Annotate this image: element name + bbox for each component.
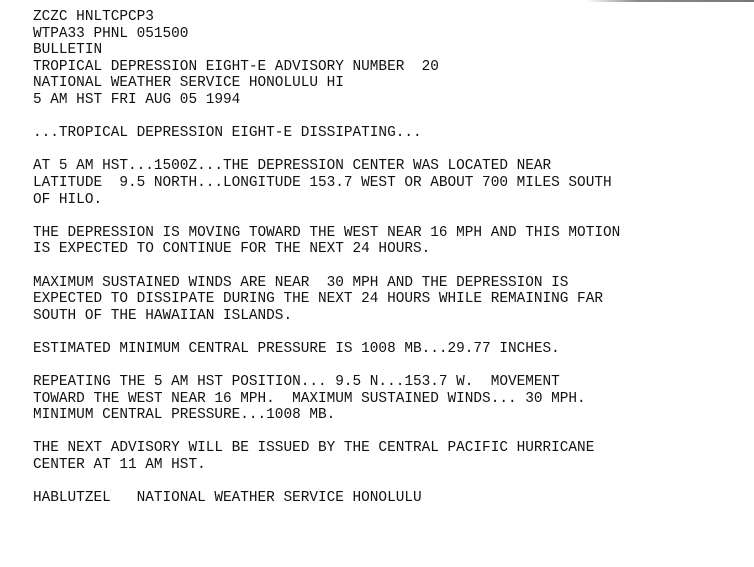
header-line-product-id: WTPA33 PHNL 051500 [33,25,189,42]
header-line-issuing-office: NATIONAL WEATHER SERVICE HONOLULU HI [33,75,344,92]
paragraph-line: TOWARD THE WEST NEAR 16 MPH. MAXIMUM SUSTAINED WINDS... 30 MPH. [33,390,586,407]
header-line-advisory-title: TROPICAL DEPRESSION EIGHT-E ADVISORY NUMBER 20 [33,58,439,75]
paragraph-repeat-position [33,374,748,424]
advisory-bulletin [33,9,748,507]
header-line-wmo-code: ZCZC HNLTCPCP3 [33,9,154,25]
paragraph-movement [33,225,748,258]
paragraph-winds [33,275,748,325]
bulletin-header [33,9,748,109]
paragraph-line: IS EXPECTED TO CONTINUE FOR THE NEXT 24 HOURS. [33,241,431,258]
paragraph-line: CENTER AT 11 AM HST. [33,457,206,474]
headline [33,125,748,142]
paragraph-line: THE NEXT ADVISORY WILL BE ISSUED BY THE CENTRAL PACIFIC HURRICANE [33,440,595,457]
paragraph-pressure [33,341,748,358]
paragraph-line: EXPECTED TO DISSIPATE DURING THE NEXT 24 HOURS WHILE REMAINING FAR [33,291,603,308]
paragraph-line: MAXIMUM SUSTAINED WINDS ARE NEAR 30 MPH AND THE DEPRESSION IS [33,274,569,291]
header-line-issue-time: 5 AM HST FRI AUG 05 1994 [33,91,241,108]
paragraph-line: AT 5 AM HST...1500Z...THE DEPRESSION CENTER WAS LOCATED NEAR [33,158,552,175]
paragraph-line: LATITUDE 9.5 NORTH...LONGITUDE 153.7 WEST OR ABOUT 700 MILES SOUTH [33,174,612,191]
paragraph-line: THE DEPRESSION IS MOVING TOWARD THE WEST NEAR 16 MPH AND THIS MOTION [33,224,621,241]
signature-block [33,490,748,507]
paragraph-next-advisory [33,440,748,473]
header-line-bulletin: BULLETIN [33,42,103,59]
paragraph-line: SOUTH OF THE HAWAIIAN ISLANDS. [33,307,293,324]
scan-edge-line [586,0,754,2]
paragraph-line: OF HILO. [33,191,103,208]
paragraph-line: MINIMUM CENTRAL PRESSURE...1008 MB. [33,407,336,424]
headline-text: ...TROPICAL DEPRESSION EIGHT-E DISSIPATING... [33,125,422,142]
paragraph-line: REPEATING THE 5 AM HST POSITION... 9.5 N...153.7 W. MOVEMENT [33,374,560,391]
signature-line: HABLUTZEL NATIONAL WEATHER SERVICE HONOLULU [33,490,422,507]
paragraph-line: ESTIMATED MINIMUM CENTRAL PRESSURE IS 1008 MB...29.77 INCHES. [33,340,560,357]
paragraph-position [33,158,748,208]
